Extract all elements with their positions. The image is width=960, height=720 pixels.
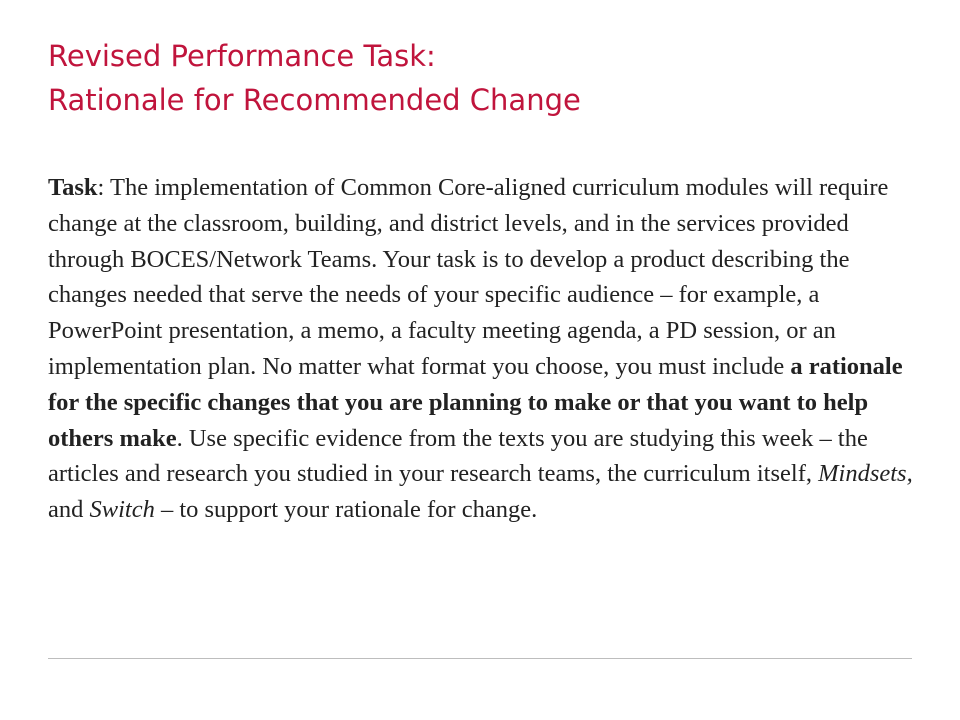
slide-title-line-2: Rationale for Recommended Change bbox=[48, 83, 581, 117]
task-text-part-4: – to support your rationale for change. bbox=[154, 496, 538, 524]
footer-divider bbox=[48, 658, 912, 659]
task-text-part-2: . Use specific evidence from the texts you are studying this week – the articles and research you studied in your research teams, the curriculum itself, bbox=[48, 424, 868, 488]
task-label-colon: : bbox=[97, 174, 111, 201]
book-title-switch: Switch bbox=[89, 496, 155, 524]
book-title-mindsets: Mindsets, bbox=[818, 460, 913, 488]
task-label: Task bbox=[48, 174, 98, 201]
slide-title bbox=[48, 34, 928, 122]
task-text-part-3: and bbox=[48, 496, 90, 524]
task-text-part-1: The implementation of Common Core-aligned curriculum modules will require change at the classroom, building, and district levels, and in the services provided through BOCES/Network Teams. Your task is to develop a product describing the changes needed that serve the needs of your specific audience – for example, a PowerPoint presentation, a memo, a faculty meeting agenda, a PD session, or an implementation plan. No matter what format you choose, you must include bbox=[48, 174, 889, 380]
task-description bbox=[48, 170, 918, 528]
task-emphasis-rationale: a rationale for the specific changes that you are planning to make or that you want to help others make bbox=[48, 352, 903, 452]
slide-title-line-1: Revised Performance Task: bbox=[48, 39, 436, 73]
